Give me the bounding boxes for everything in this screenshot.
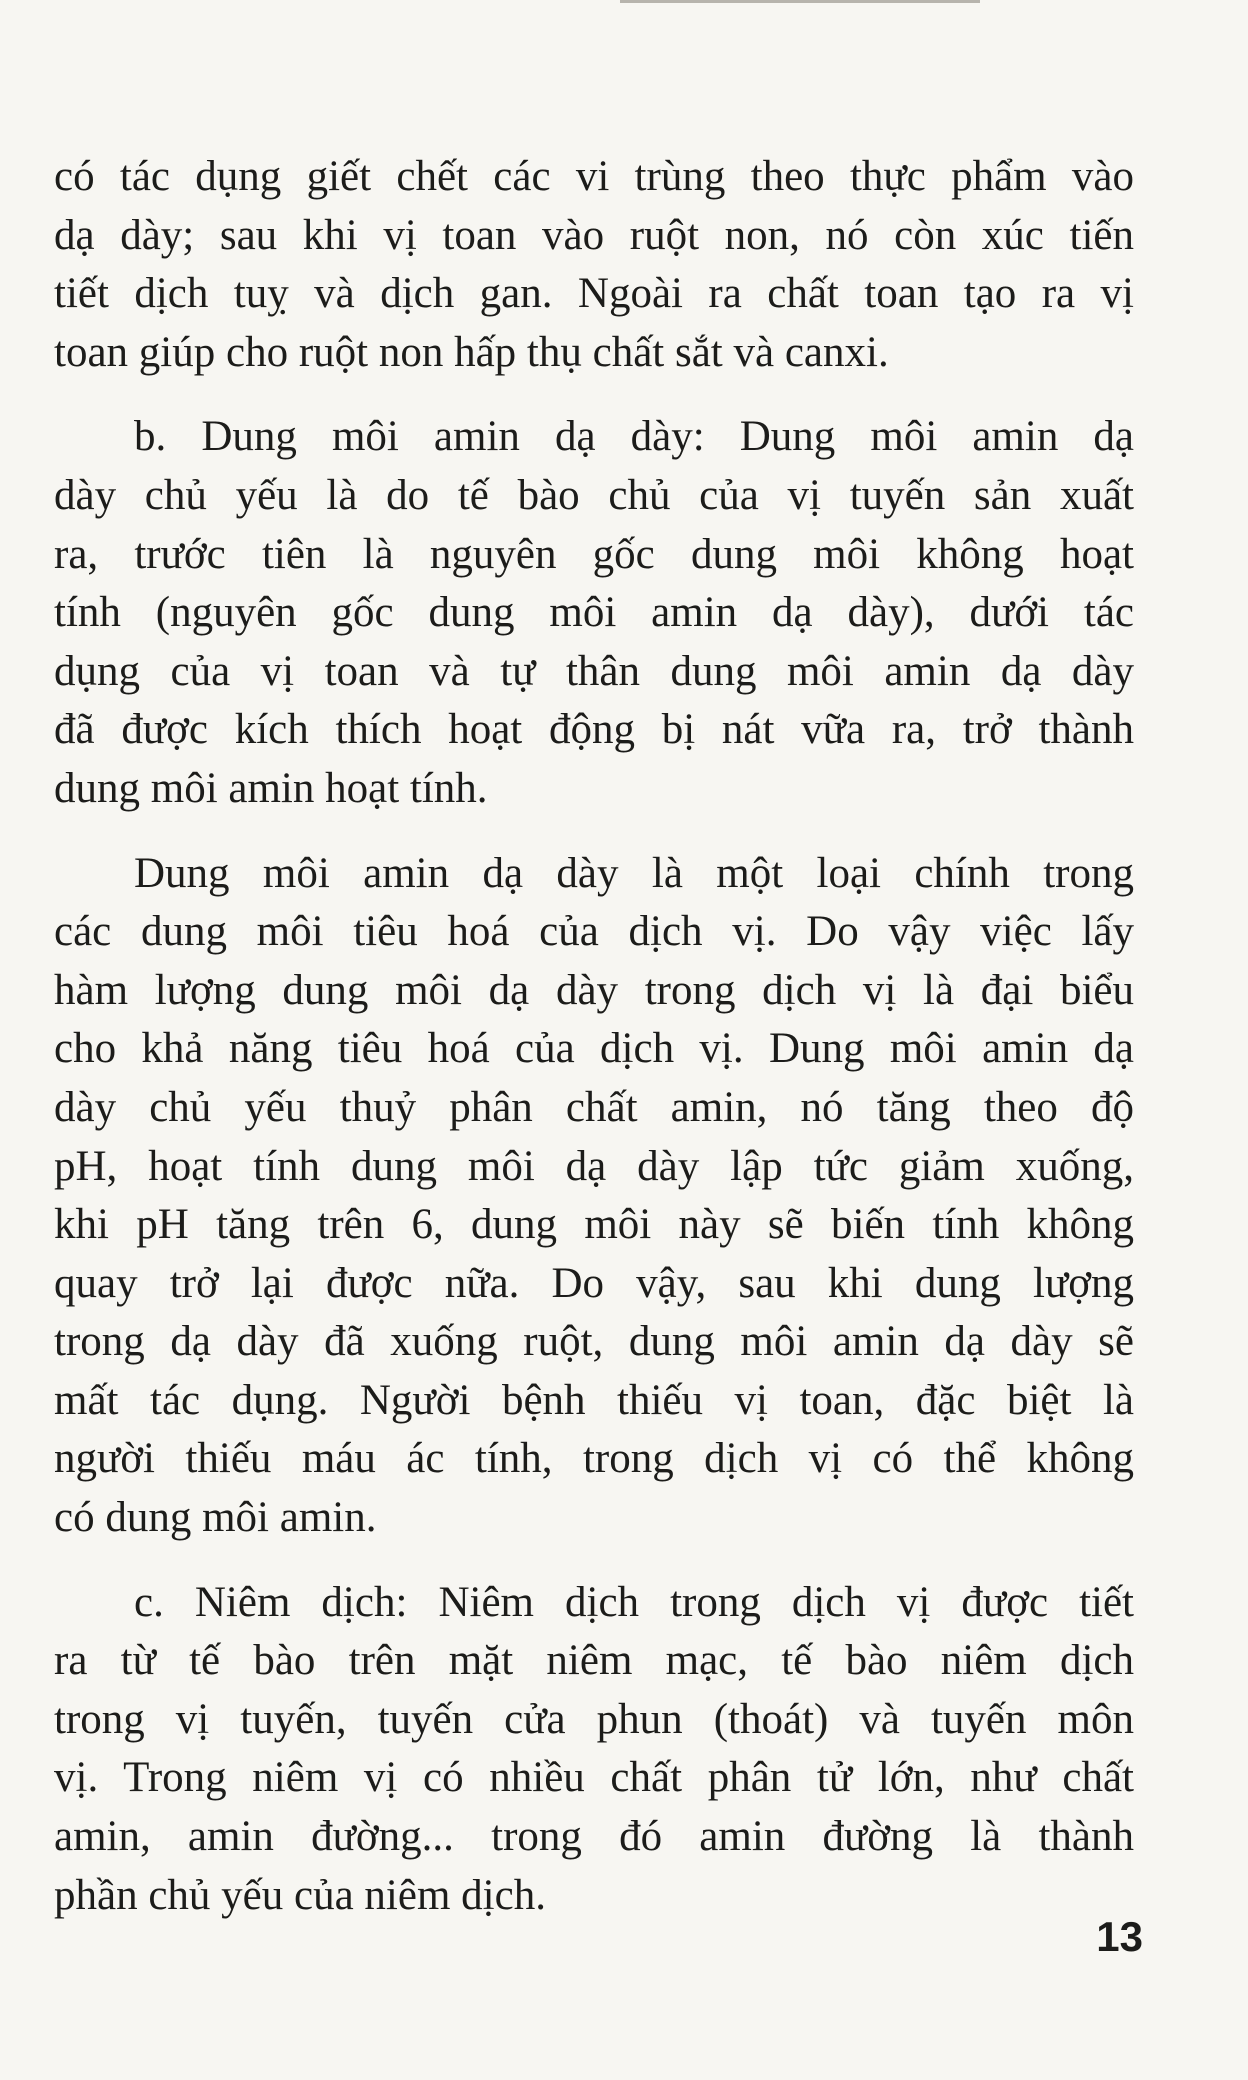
text-line: mất tác dụng. Người bệnh thiếu vị toan, đặc biệt là: [54, 1376, 1134, 1424]
text-line: c. Niêm dịch: Niêm dịch trong dịch vị được tiết: [134, 1578, 1134, 1626]
text-line: người thiếu máu ác tính, trong dịch vị có thể không: [54, 1435, 1134, 1483]
top-edge-rule: [620, 0, 980, 3]
text-line: quay trở lại được nữa. Do vậy, sau khi dung lượng: [54, 1259, 1134, 1307]
text-line: pH, hoạt tính dung môi dạ dày lập tức giảm xuống,: [54, 1142, 1134, 1190]
text-line: tiết dịch tuỵ và dịch gan. Ngoài ra chất toan tạo ra vị: [54, 270, 1134, 318]
text-line: các dung môi tiêu hoá của dịch vị. Do vậy việc lấy: [54, 908, 1134, 956]
text-line: có tác dụng giết chết các vi trùng theo thực phẩm vào: [54, 153, 1134, 200]
page-number: 13: [1096, 1913, 1143, 1960]
paragraph-3: [54, 845, 1134, 1548]
text-line: dày chủ yếu là do tế bào chủ của vị tuyến sản xuất: [54, 471, 1134, 519]
text-line: dạ dày; sau khi vị toan vào ruột non, nó còn xúc tiến: [54, 211, 1134, 259]
text-line: b. Dung môi amin dạ dày: Dung môi amin dạ: [134, 413, 1134, 461]
paragraph-2: [54, 408, 1134, 818]
text-line: toan giúp cho ruột non hấp thụ chất sắt và canxi.: [54, 328, 889, 376]
text-line: amin, amin đường... trong đó amin đường là thành: [54, 1813, 1134, 1861]
text-line: hàm lượng dung môi dạ dày trong dịch vị là đại biểu: [54, 966, 1134, 1014]
text-line: dày chủ yếu thuỷ phân chất amin, nó tăng theo độ: [54, 1083, 1134, 1131]
text-line: ra, trước tiên là nguyên gốc dung môi không hoạt: [54, 530, 1134, 578]
text-line: cho khả năng tiêu hoá của dịch vị. Dung môi amin dạ: [54, 1025, 1134, 1073]
text-line: trong dạ dày đã xuống ruột, dung môi amin dạ dày sẽ: [54, 1318, 1134, 1366]
paragraph-1: [54, 148, 1134, 382]
text-line: có dung môi amin.: [54, 1494, 377, 1542]
text-line: dụng của vị toan và tự thân dung môi amin dạ dày: [54, 647, 1134, 695]
body-text: [54, 148, 1134, 1925]
text-line: Dung môi amin dạ dày là một loại chính trong: [134, 849, 1134, 897]
text-line: phần chủ yếu của niêm dịch.: [54, 1871, 546, 1919]
text-line: vị. Trong niêm vị có nhiều chất phân tử lớn, như chất: [54, 1754, 1134, 1802]
text-line: dung môi amin hoạt tính.: [54, 764, 488, 812]
text-line: trong vị tuyến, tuyến cửa phun (thoát) và tuyến môn: [54, 1695, 1134, 1743]
text-line: tính (nguyên gốc dung môi amin dạ dày), dưới tác: [54, 589, 1134, 637]
text-line: khi pH tăng trên 6, dung môi này sẽ biến tính không: [54, 1201, 1134, 1249]
text-line: đã được kích thích hoạt động bị nát vữa ra, trở thành: [54, 706, 1134, 754]
text-line: ra từ tế bào trên mặt niêm mạc, tế bào niêm dịch: [54, 1637, 1134, 1685]
paragraph-4: [54, 1574, 1134, 1926]
